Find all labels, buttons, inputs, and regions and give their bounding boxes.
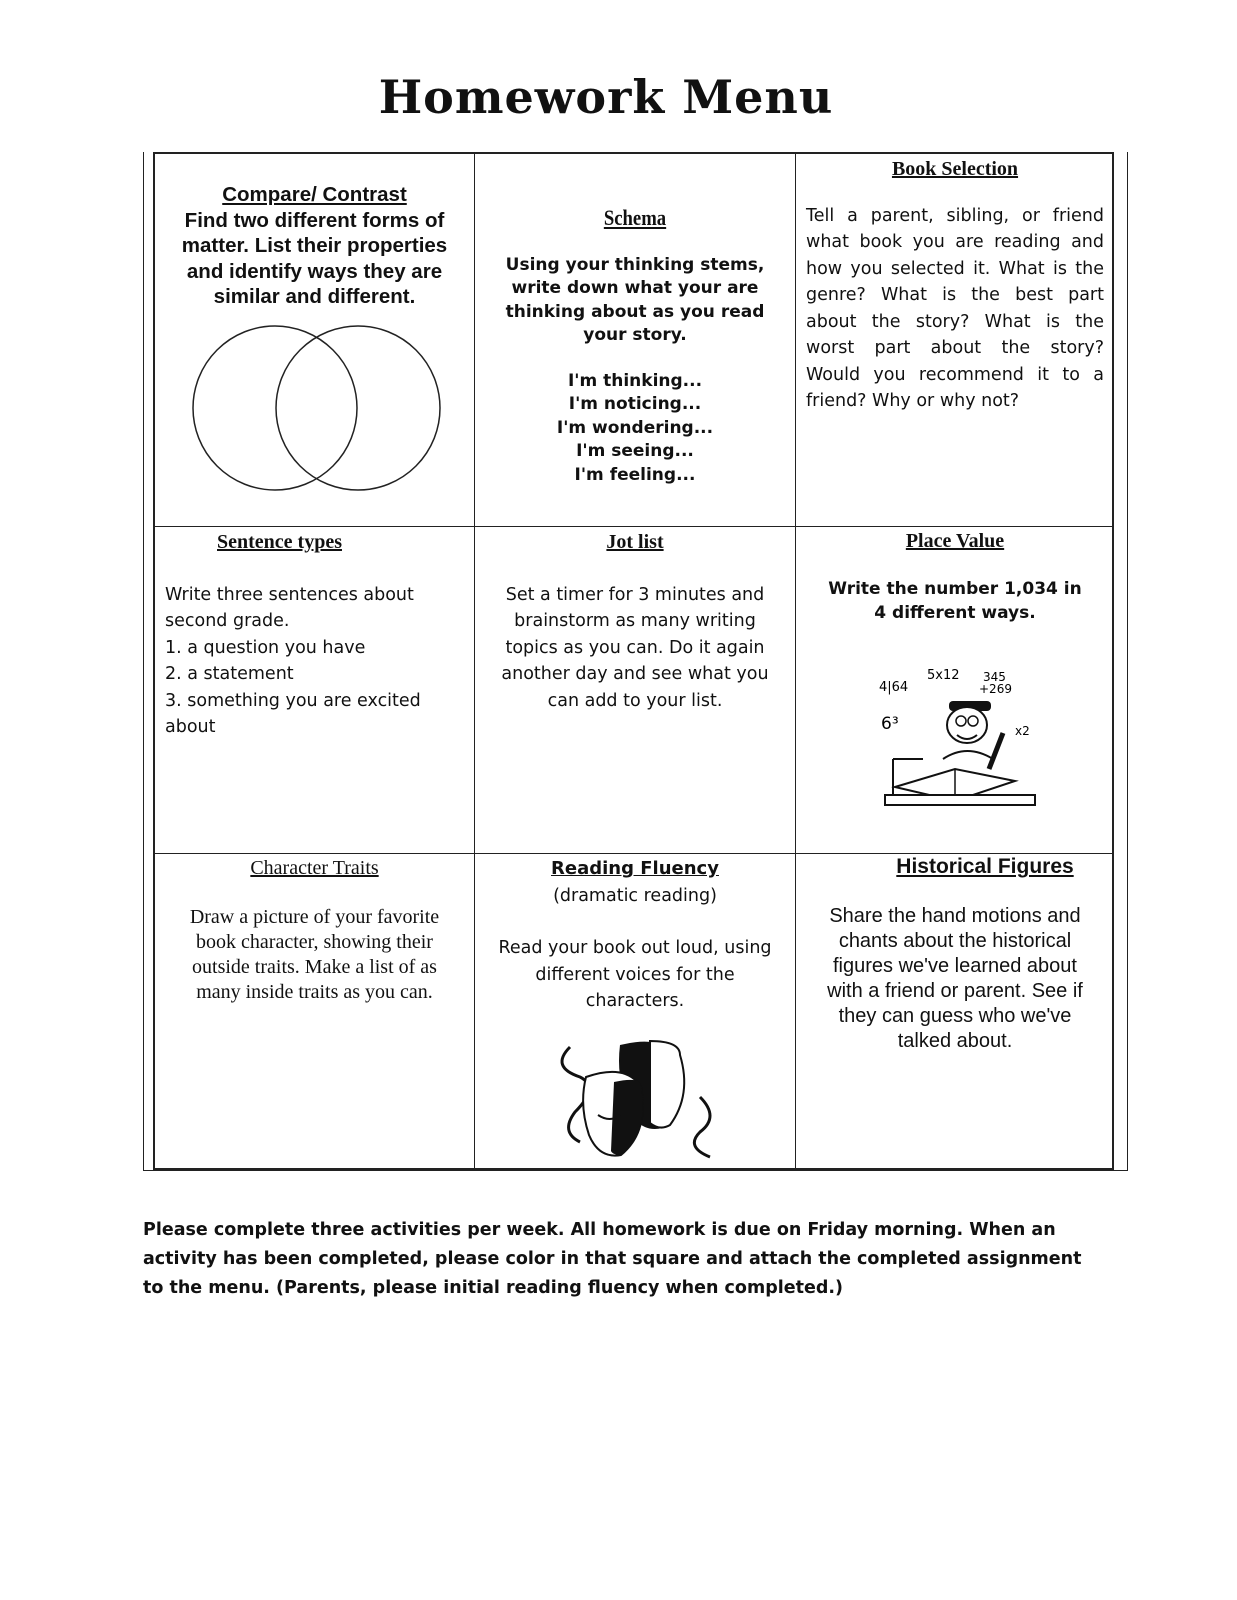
cell-heading: Compare/ Contrast [222,183,407,206]
cell-subheading: (dramatic reading) [553,885,717,906]
cell-book-selection[interactable] [796,156,1114,415]
stem: I'm noticing... [568,394,702,414]
divider [155,526,1112,527]
cell-sentence-types[interactable] [155,529,474,741]
page-title: Homework Menu [378,70,834,124]
cell-reading-fluency[interactable] [475,856,795,1170]
cell-schema[interactable] [475,206,795,487]
illustration-label: +269 [979,682,1012,696]
illustration-label: 345 [983,670,1006,684]
cell-body: Write the number 1,034 in 4 different ways. [828,579,1082,623]
cell-heading: Historical Figures [896,855,1074,878]
thinking-stems [485,370,785,488]
cell-body: Tell a parent, sibling, or friend what book you are reading and how you selected it. What is the genre? What is the best part about the story? What is the worst part about the story? Would you recommend it to a friend? Why or why not? [806,205,1104,411]
cell-body: Write three sentences about second grade. [165,584,414,631]
cell-heading: Place Value [905,530,1005,552]
cell-body: Draw a picture of your favorite book character, showing their outside traits. Make a list of as many inside traits as you can. [189,906,440,1003]
instructions-footer: Please complete three activities per week. All homework is due on Friday morning. When an activity has been completed, please color in that square and attach the completed assignment to the menu. (Parents, please initial reading fluency when completed.) [143,1220,1082,1298]
cell-heading: Book Selection [891,158,1019,180]
menu-grid [153,152,1114,1170]
cell-heading: Reading Fluency [551,858,719,879]
cell-body: Set a timer for 3 minutes and brainstorm as many writing topics as you can. Do it again another day and see what you can add to your list. [501,584,769,711]
cell-historical-figures[interactable] [796,854,1114,1054]
illustration-label: 4|64 [879,680,909,695]
cell-body: Read your book out loud, using different voices for the characters. [498,938,772,1011]
cell-body: Using your thinking stems, write down what your are thinking about as you read your story. [505,254,765,345]
stem: I'm feeling... [574,464,696,485]
stem: I'm wondering... [556,417,714,438]
cell-character-traits[interactable] [155,856,474,1005]
cell-heading: Sentence types [217,531,342,553]
illustration-label: 5x12 [927,668,960,683]
list-item: 1. a question you have [165,637,366,658]
cell-place-value[interactable] [796,529,1114,816]
stem: I'm thinking... [567,370,703,391]
stem: I'm seeing... [576,441,694,461]
cell-heading: Character Traits [250,857,379,879]
cell-heading: Jot list [606,531,664,553]
list-item: 3. something you are excited about [165,690,421,737]
illustration-label: x2 [1015,724,1030,738]
drama-masks-icon [550,1037,720,1162]
cell-jot-list[interactable] [475,529,795,714]
cell-body: Find two different forms of matter. List their properties and identify ways they are similar and different. [181,208,448,308]
student-math-illustration [865,659,1045,809]
cell-heading: Schema [603,205,667,230]
cell-body: Share the hand motions and chants about the historical figures we've learned about with a friend or parent. See if they can guess who we've talked about. [827,905,1083,1052]
cell-compare-contrast[interactable] [155,182,474,500]
illustration-label: 6³ [881,714,899,734]
venn-diagram-icon [180,324,450,494]
list-item: 2. a statement [165,664,294,684]
